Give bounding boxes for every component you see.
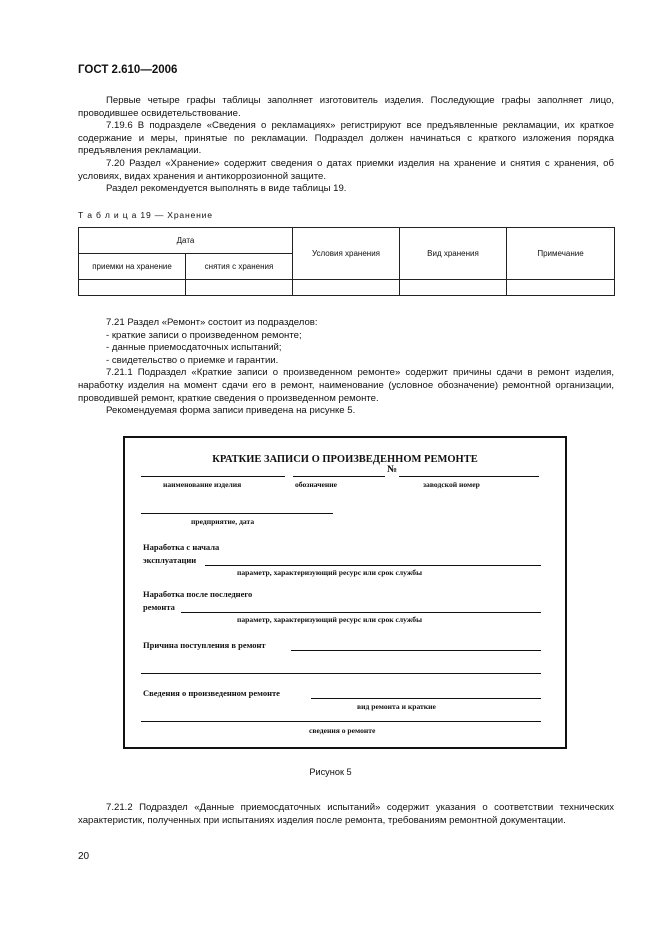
designation-line — [293, 476, 385, 477]
paragraph-7-20: 7.20 Раздел «Хранение» содержит сведения о датах приемки изделия на хранение и снятия с хранения, об условиях, видах хранения и антикоррозионной защите. — [78, 157, 614, 182]
runtime-start-label-2: эксплуатации — [143, 555, 197, 565]
param-label-2: параметр, характеризующий ресурс или срок службы — [237, 615, 422, 624]
table-header-note: Примечание — [507, 228, 615, 280]
section-7-21-list — [78, 317, 614, 418]
label-enterprise-date: предприятие, дата — [191, 517, 255, 526]
form-title: КРАТКИЕ ЗАПИСИ О ПРОИЗВЕДЕННОМ РЕМОНТЕ — [212, 454, 478, 465]
table-header-type: Вид хранения — [400, 228, 507, 280]
paragraph-group-top — [78, 95, 614, 196]
storage-table — [78, 227, 615, 296]
table-row — [79, 280, 615, 296]
label-serial-number: заводской номер — [423, 480, 480, 489]
repair-type-label: вид ремонта и краткие — [357, 702, 436, 711]
document-header: ГОСТ 2.610—2006 — [78, 64, 178, 76]
table-cell — [400, 280, 507, 296]
table-caption: Т а б л и ц а 19 — Хранение — [78, 210, 213, 220]
figure-caption: Рисунок 5 — [309, 767, 352, 777]
repair-info-line — [311, 698, 541, 699]
list-item: - данные приемосдаточных испытаний; — [106, 342, 282, 354]
table-header-remove: снятия с хранения — [186, 254, 293, 280]
runtime-start-line — [205, 565, 541, 566]
serial-line — [399, 476, 539, 477]
list-intro: 7.21 Раздел «Ремонт» состоит из подразделов: — [106, 317, 318, 328]
table-cell — [507, 280, 615, 296]
enterprise-line — [141, 513, 333, 514]
reason-line-2 — [141, 673, 541, 674]
table-header-date: Дата — [79, 228, 293, 254]
reason-label: Причина поступления в ремонт — [143, 640, 266, 650]
runtime-last-label-2: ремонта — [143, 602, 175, 612]
repair-info-label: Сведения о произведенном ремонте — [143, 688, 280, 698]
table-header-accept: приемки на хранение — [79, 254, 186, 280]
list-item: - краткие записи о произведенном ремонте; — [106, 329, 302, 341]
paragraph-7-19-6: 7.19.6 В подразделе «Сведения о рекламациях» регистрируют все предъявленные рекламации, их краткое содержание и меры, принятые по рекламации. Подраздел должен начинаться с краткого изложения порядка предъявления рекламации. — [78, 120, 614, 157]
label-product-name: наименование изделия — [163, 480, 242, 489]
paragraph-group-bottom — [78, 802, 614, 827]
paragraph-table-recommend: Раздел рекомендуется выполнять в виде таблицы 19. — [106, 183, 347, 195]
paragraph-fill-info: Первые четыре графы таблицы заполняет изготовитель изделия. Последующие графы заполняет лицо, проводившее освидетельствование. — [78, 95, 614, 119]
paragraph-7-21-1: 7.21.1 Подраздел «Краткие записи о произведенном ремонте» содержит причины сдачи в ремонт изделия, наработку изделия на момент сдачи его в ремонт, наименование (условное обозначение) ремонтной организации, проводившей ремонт, краткие сведения о произведенном ремонте. — [78, 367, 614, 404]
table-cell — [186, 280, 293, 296]
runtime-start-label-1: Наработка с начала — [143, 542, 220, 552]
repair-info-line-2 — [141, 721, 541, 722]
table-header-conditions: Условия хранения — [293, 228, 400, 280]
param-label-1: параметр, характеризующий ресурс или срок службы — [237, 568, 422, 577]
table-cell — [79, 280, 186, 296]
list-item: - свидетельство о приемке и гарантии. — [106, 354, 279, 366]
number-sign: № — [387, 464, 398, 475]
name-line — [141, 476, 285, 477]
paragraph-form-ref: Рекомендуемая форма записи приведена на рисунке 5. — [106, 405, 356, 417]
runtime-last-line — [181, 612, 541, 613]
page-number: 20 — [78, 851, 90, 862]
paragraph-7-21-2: 7.21.2 Подраздел «Данные приемосдаточных испытаний» содержит указания о соответствии технических характеристик, полученных при испытаниях изделия после ремонта, требованиям ремонтной документации. — [78, 802, 614, 826]
label-designation: обозначение — [295, 480, 337, 489]
repair-record-form — [123, 436, 567, 749]
runtime-last-label-1: Наработка после последнего — [143, 589, 253, 599]
repair-details-label: сведения о ремонте — [309, 726, 376, 735]
table-cell — [293, 280, 400, 296]
reason-line — [291, 650, 541, 651]
